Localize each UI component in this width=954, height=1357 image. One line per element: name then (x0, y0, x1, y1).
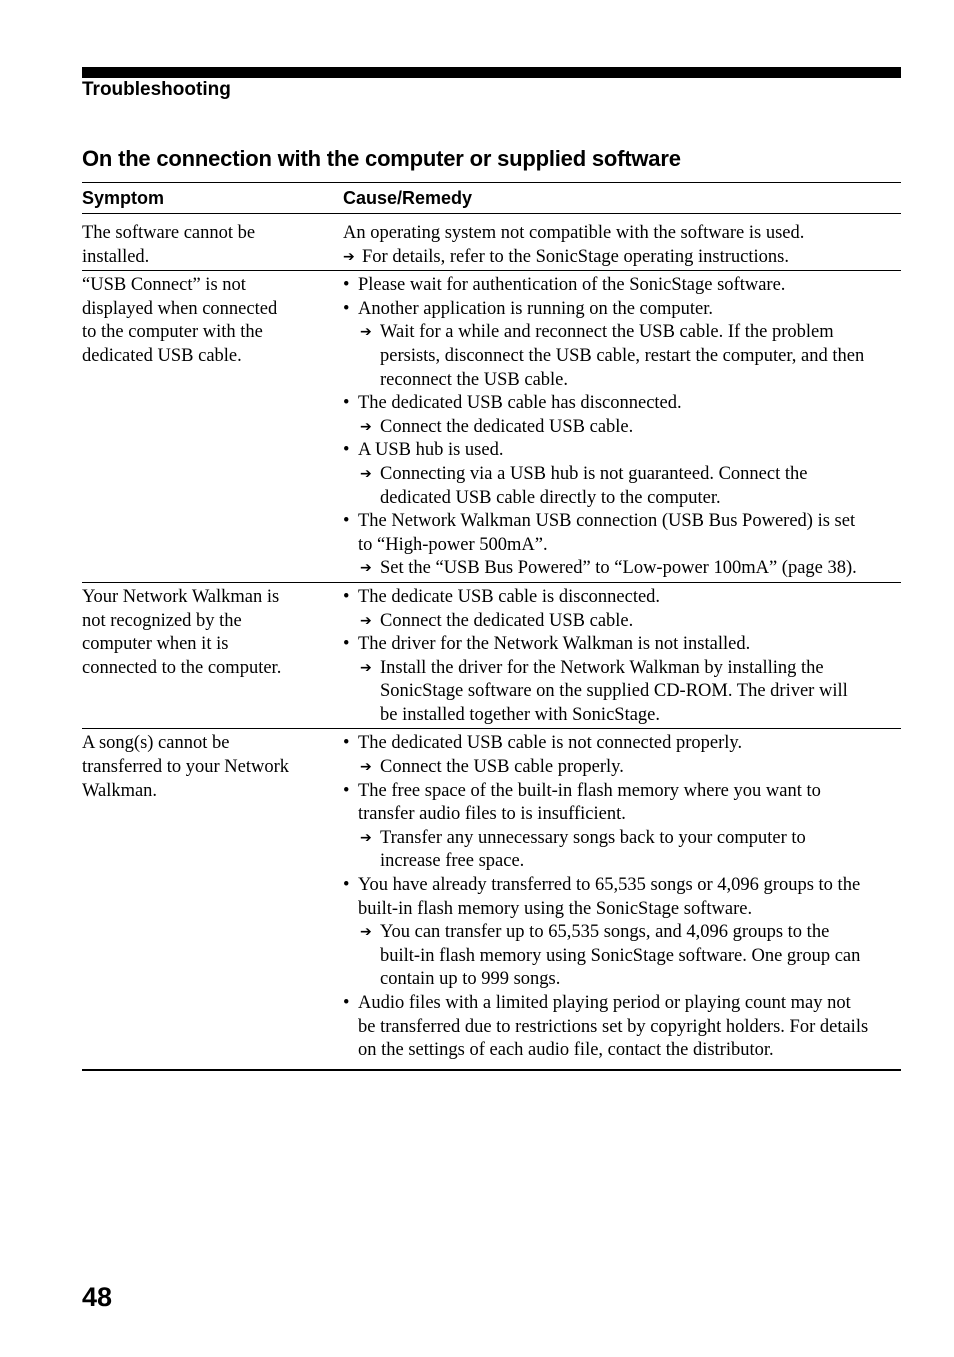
cause-bullet: • You have already transferred to 65,535 songs or 4,096 groups to the (343, 874, 901, 898)
arrow-right-icon: ➔ (343, 248, 355, 265)
header-rule (82, 67, 901, 78)
remedy-line: ➔ Connecting via a USB hub is not guaranteed. Connect the (343, 463, 901, 487)
bullet-icon: • (343, 440, 350, 461)
symptom-line: not recognized by the (82, 610, 242, 631)
cause-bullet: • The dedicated USB cable is not connected properly. (343, 732, 901, 756)
symptom-line: computer when it is (82, 634, 229, 655)
cause-bullet-continuation: built-in flash memory using the SonicStage software. (358, 898, 753, 919)
cause-text: An operating system not compatible with the software is used. (343, 223, 805, 243)
cause-bullet: • The free space of the built-in flash memory where you want to (343, 780, 901, 804)
page-heading: On the connection with the computer or supplied software (82, 146, 681, 171)
table-body (82, 214, 901, 1071)
cause-bullet: • The driver for the Network Walkman is not installed. (343, 633, 901, 657)
cause-bullet: • Please wait for authentication of the SonicStage software. (343, 274, 901, 298)
bullet-icon: • (343, 298, 350, 319)
symptom-line: connected to the computer. (82, 657, 282, 678)
arrow-right-icon: ➔ (360, 560, 372, 577)
column-header-cause: Cause/Remedy (343, 188, 473, 208)
bullet-icon: • (343, 393, 350, 414)
symptom-line: installed. (82, 246, 150, 267)
cause-remedy-cell (343, 732, 901, 1062)
arrow-right-icon: ➔ (360, 612, 372, 629)
remedy-line: ➔ Connect the USB cable properly. (343, 756, 901, 780)
page-number: 48 (82, 1282, 113, 1312)
bullet-icon: • (343, 634, 350, 655)
remedy-continuation: SonicStage software on the supplied CD-ROM. The driver will (380, 681, 848, 702)
bullet-icon: • (343, 780, 350, 801)
symptom-line: dedicated USB cable. (82, 345, 242, 366)
bullet-icon: • (343, 586, 350, 607)
symptom-line: A song(s) cannot be (82, 733, 230, 754)
remedy-line: ➔ Transfer any unnecessary songs back to your computer to (343, 827, 901, 851)
bullet-icon: • (343, 875, 350, 896)
remedy-line: ➔ Set the “USB Bus Powered” to “Low-power 100mA” (page 38). (343, 557, 901, 581)
bullet-icon: • (343, 275, 350, 296)
table-row (82, 271, 901, 583)
symptom-line: Your Network Walkman is (82, 586, 280, 607)
arrow-right-icon: ➔ (360, 659, 372, 676)
cause-bullet: • A USB hub is used. (343, 439, 901, 463)
remedy-line: ➔ Wait for a while and reconnect the USB cable. If the problem (343, 321, 901, 345)
symptom-line: displayed when connected (82, 298, 278, 319)
table-row (82, 729, 901, 1070)
remedy-line: ➔ Connect the dedicated USB cable. (343, 416, 901, 440)
cause-bullet: • The Network Walkman USB connection (USB Bus Powered) is set (343, 510, 901, 534)
troubleshooting-table (82, 182, 901, 1071)
symptom-cell (82, 732, 317, 803)
symptom-cell (82, 274, 317, 368)
cause-bullet-continuation: be transferred due to restrictions set by copyright holders. For details (358, 1016, 869, 1037)
remedy-line: ➔ Install the driver for the Network Walkman by installing the (343, 657, 901, 681)
remedy-continuation: be installed together with SonicStage. (380, 704, 661, 725)
arrow-right-icon: ➔ (360, 829, 372, 846)
cause-remedy-cell (343, 274, 901, 581)
bullet-icon: • (343, 733, 350, 754)
arrow-right-icon: ➔ (360, 465, 372, 482)
symptom-line: Walkman. (82, 780, 158, 801)
remedy-continuation: dedicated USB cable directly to the computer. (380, 487, 721, 508)
bullet-icon: • (343, 511, 350, 532)
remedy-continuation: reconnect the USB cable. (380, 369, 569, 390)
bullet-icon: • (343, 993, 350, 1013)
symptom-line: “USB Connect” is not (82, 275, 246, 296)
cause-bullet: • Another application is running on the computer. (343, 298, 901, 322)
symptom-cell (82, 586, 317, 680)
arrow-right-icon: ➔ (360, 924, 372, 941)
cause-bullet: • The dedicated USB cable has disconnected. (343, 392, 901, 416)
symptom-cell (82, 222, 317, 269)
arrow-right-icon: ➔ (360, 324, 372, 341)
symptom-line: The software cannot be (82, 223, 256, 243)
table-row (82, 214, 901, 271)
cause-bullet: • The dedicate USB cable is disconnected. (343, 586, 901, 610)
remedy-continuation: contain up to 999 songs. (380, 969, 561, 990)
symptom-line: transferred to your Network (82, 757, 290, 778)
remedy-line: ➔ Connect the dedicated USB cable. (343, 610, 901, 634)
column-header-symptom: Symptom (82, 188, 165, 208)
remedy-line: ➔ For details, refer to the SonicStage operating instructions. (343, 246, 901, 270)
arrow-right-icon: ➔ (360, 759, 372, 776)
symptom-line: to the computer with the (82, 322, 263, 343)
arrow-right-icon: ➔ (360, 418, 372, 435)
cause-bullet-continuation: transfer audio files to is insufficient. (358, 804, 626, 825)
cause-bullet-continuation: to “High-power 500mA”. (358, 534, 548, 555)
cause-bullet: • Audio files with a limited playing period or playing count may not (343, 992, 901, 1016)
remedy-continuation: persists, disconnect the USB cable, restart the computer, and then (380, 345, 865, 366)
section-label: Troubleshooting (82, 79, 231, 100)
remedy-line: ➔ You can transfer up to 65,535 songs, and 4,096 groups to the (343, 921, 901, 945)
cause-remedy-cell (343, 586, 901, 728)
table-row (82, 583, 901, 730)
remedy-continuation: increase free space. (380, 851, 525, 872)
cause-bullet-continuation: on the settings of each audio file, contact the distributor. (358, 1040, 774, 1061)
table-header (82, 182, 901, 214)
remedy-continuation: built-in flash memory using SonicStage software. One group can (380, 945, 861, 966)
cause-remedy-cell (343, 222, 901, 269)
